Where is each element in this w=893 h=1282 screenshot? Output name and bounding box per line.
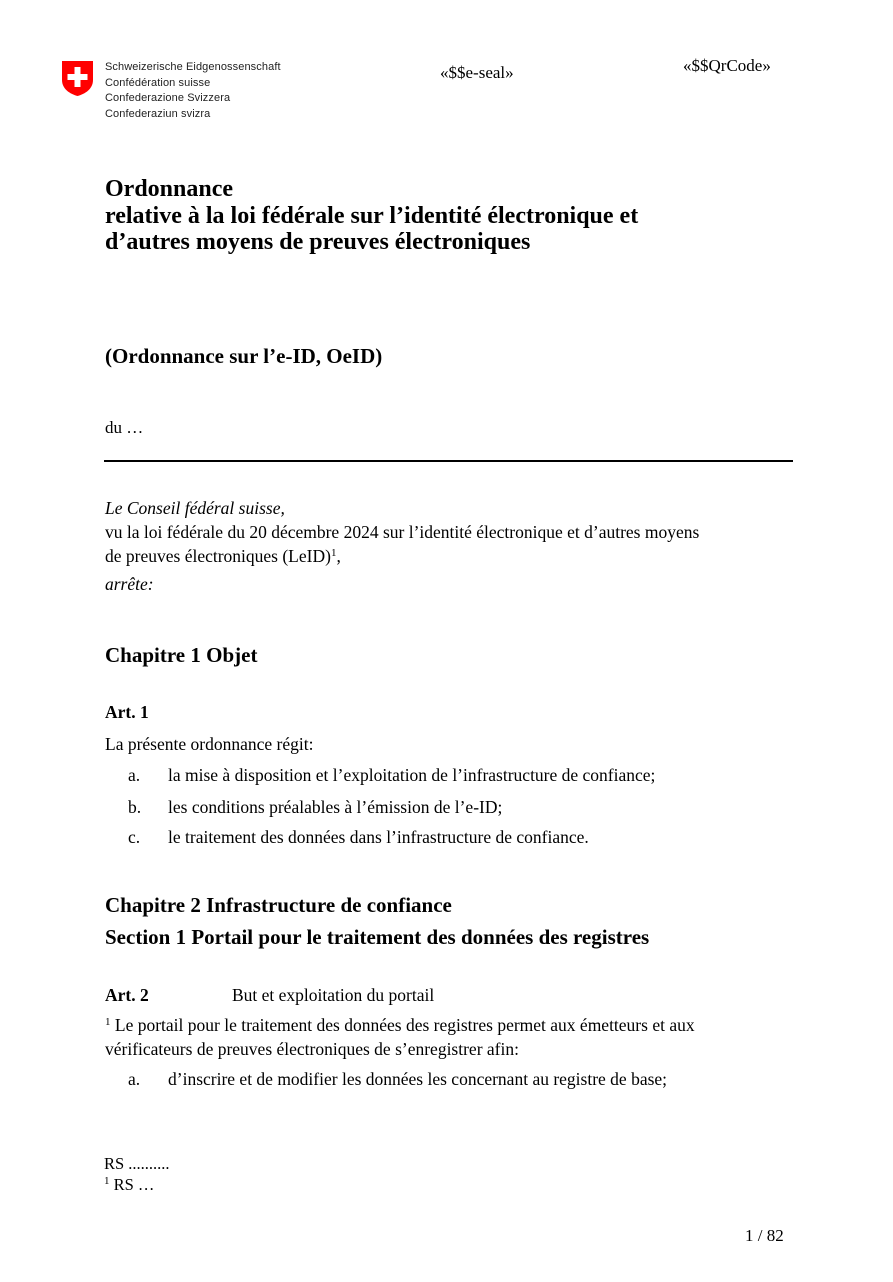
preamble-basis-end: , xyxy=(336,546,341,566)
article-2-para-1-line-2: vérificateurs de preuves électroniques de s’enregistrer afin: xyxy=(105,1039,519,1059)
title-line-2: relative à la loi fédérale sur l’identité électronique et xyxy=(105,202,639,229)
footnote-rs: RS .......... xyxy=(104,1154,170,1173)
article-1-intro: La présente ordonnance régit: xyxy=(105,734,314,754)
article-1-item-a-text: la mise à disposition et l’exploitation de l’infrastructure de confiance; xyxy=(168,765,656,785)
paragraph-number: 1 xyxy=(105,1016,111,1028)
article-2-item-a-letter: a. xyxy=(128,1069,141,1089)
preamble-authority: Le Conseil fédéral suisse, xyxy=(105,498,285,518)
e-seal-placeholder: «$$e-seal» xyxy=(440,63,514,82)
title-line-1: Ordonnance xyxy=(105,176,234,202)
article-1-item-a-letter: a. xyxy=(128,765,141,785)
federation-name-fr: Confédération suisse xyxy=(105,76,211,89)
preamble-basis-line-1: vu la loi fédérale du 20 décembre 2024 sur l’identité électronique et d’autres moyens xyxy=(105,522,700,542)
short-title: (Ordonnance sur l’e-ID, OeID) xyxy=(105,344,383,368)
chapter-1-heading: Chapitre 1 Objet xyxy=(105,643,258,667)
swiss-cross-shield-icon xyxy=(61,60,94,97)
article-2-para-1-line-1 xyxy=(105,1015,695,1036)
preamble-basis-text: de preuves électroniques (LeID) xyxy=(105,546,331,566)
footnote-ref-1[interactable]: 1 xyxy=(330,547,337,559)
enactment-date: du … xyxy=(105,418,144,437)
document-title xyxy=(105,176,638,256)
footnotes xyxy=(104,1153,170,1195)
preamble xyxy=(105,496,805,596)
article-2-para-1-text: Le portail pour le traitement des données des registres permet aux émetteurs et aux xyxy=(110,1015,695,1035)
federation-names xyxy=(105,60,281,122)
footnote-1-text: RS … xyxy=(109,1175,155,1194)
qrcode-placeholder: «$$QrCode» xyxy=(683,56,771,75)
article-1-item-c-letter: c. xyxy=(128,827,141,847)
article-1-item-b-letter: b. xyxy=(128,797,142,817)
title-divider xyxy=(104,460,793,462)
page-number: 1 / 82 xyxy=(745,1226,784,1245)
footnote-1 xyxy=(104,1174,170,1195)
article-2-title: But et exploitation du portail xyxy=(232,985,435,1005)
preamble-basis-line-2 xyxy=(105,544,805,568)
federation-name-de: Schweizerische Eidgenossenschaft xyxy=(105,61,281,73)
title-line-3: d’autres moyens de preuves électroniques xyxy=(105,229,531,255)
federation-name-rm: Confederaziun svizra xyxy=(105,107,211,120)
preamble-decree: arrête: xyxy=(105,574,154,594)
article-1-label: Art. 1 xyxy=(105,702,149,722)
footnote-1-number: 1 xyxy=(104,1175,110,1187)
article-1-item-b-text: les conditions préalables à l’émission de l’e-ID; xyxy=(168,797,503,817)
federation-name-it: Confederazione Svizzera xyxy=(105,92,231,104)
article-1-item-c-text: le traitement des données dans l’infrastructure de confiance. xyxy=(168,827,589,847)
article-2-label: Art. 2 xyxy=(105,985,149,1005)
section-1-heading: Section 1 Portail pour le traitement des données des registres xyxy=(105,925,650,949)
chapter-2-heading: Chapitre 2 Infrastructure de confiance xyxy=(105,893,452,917)
article-2-item-a-text: d’inscrire et de modifier les données les concernant au registre de base; xyxy=(168,1069,668,1089)
